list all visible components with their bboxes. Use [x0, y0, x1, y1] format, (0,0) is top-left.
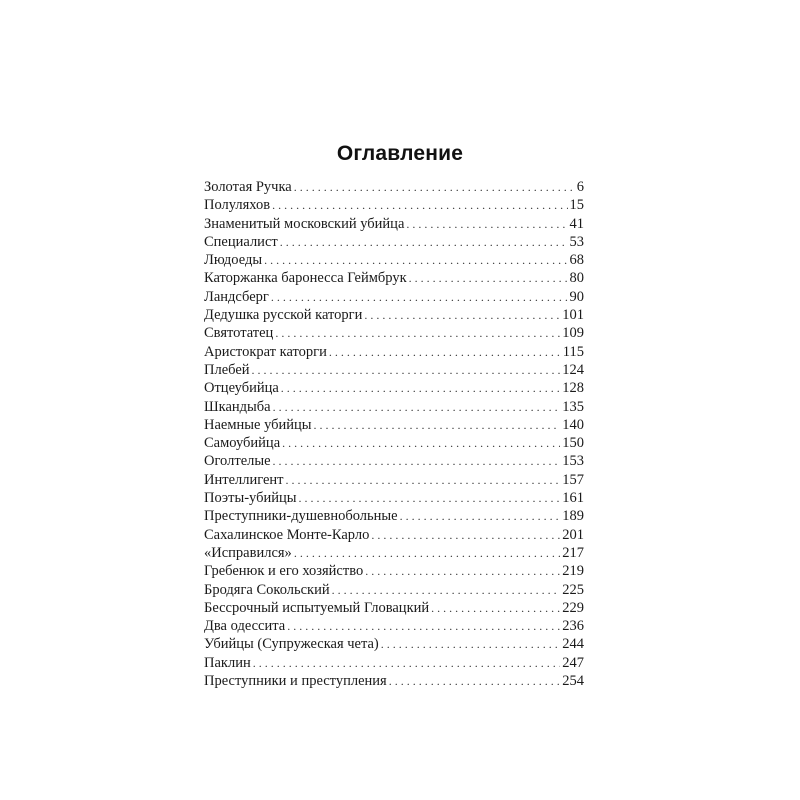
toc-dot-leader: [273, 452, 561, 470]
toc-entry-title: Два одессита: [204, 618, 286, 635]
toc-entry: [204, 471, 584, 489]
toc-dot-leader: [431, 599, 560, 617]
toc-entry-page-number: 254: [562, 673, 584, 690]
toc-entry: [204, 251, 584, 269]
toc-entry: [204, 635, 584, 653]
toc-dot-leader: [253, 654, 561, 672]
toc-entry-title: Интеллигент: [204, 471, 284, 488]
toc-entry-page-number: 244: [562, 636, 584, 653]
toc-entry-page-number: 189: [562, 508, 584, 525]
toc-entry-page-number: 150: [562, 435, 584, 452]
toc-entry-page-number: 109: [562, 325, 584, 342]
toc-dot-leader: [286, 471, 561, 489]
toc-entry-title: Наемные убийцы: [204, 416, 312, 433]
toc-entry-page-number: 247: [562, 654, 584, 671]
toc-entry-page-number: 201: [562, 526, 584, 543]
toc-entry-page-number: 140: [562, 416, 584, 433]
toc-entry: [204, 178, 584, 196]
toc-entry: [204, 196, 584, 214]
toc-entry: [204, 416, 584, 434]
toc-entry: [204, 452, 584, 470]
toc-entry-title: Бессрочный испытуемый Гловацкий: [204, 599, 430, 616]
toc-entry-page-number: 229: [562, 599, 584, 616]
toc-entry-page-number: 68: [569, 252, 584, 269]
toc-entry: [204, 361, 584, 379]
toc-dot-leader: [282, 434, 560, 452]
toc-entry-page-number: 135: [562, 398, 584, 415]
toc-entry-page-number: 15: [569, 197, 584, 214]
toc-entry-title: Преступники и преступления: [204, 673, 387, 690]
toc-dot-leader: [264, 251, 567, 269]
toc-dot-leader: [371, 526, 560, 544]
toc-dot-leader: [294, 178, 575, 196]
toc-dot-leader: [332, 581, 561, 599]
toc-dot-leader: [400, 507, 561, 525]
toc-entry-page-number: 225: [562, 581, 584, 598]
toc-entry: [204, 434, 584, 452]
toc-entry: [204, 581, 584, 599]
toc-entry-page-number: 115: [562, 343, 584, 360]
toc-entry-page-number: 90: [569, 288, 584, 305]
toc-entry-page-number: 219: [562, 563, 584, 580]
toc-entry-title: Людоеды: [204, 252, 263, 269]
toc-entry-page-number: 41: [569, 215, 584, 232]
toc-entry: [204, 306, 584, 324]
toc-entry-title: Золотая Ручка: [204, 179, 292, 195]
toc-entry-title: Каторжанка баронесса Геймбрук: [204, 270, 407, 287]
toc-entry-title: Оголтелые: [204, 453, 271, 470]
toc-dot-leader: [314, 416, 561, 434]
toc-dot-leader: [381, 635, 560, 653]
toc-entry-title: Ландсберг: [204, 288, 269, 305]
toc-dot-leader: [273, 398, 561, 416]
toc-entry-title: Гребенюк и его хозяйство: [204, 563, 364, 580]
toc-dot-leader: [252, 361, 561, 379]
toc-entry-title: Поэты-убийцы: [204, 490, 297, 507]
toc-entry: [204, 562, 584, 580]
toc-entry: [204, 617, 584, 635]
toc-list: [204, 178, 584, 690]
toc-entry: [204, 233, 584, 251]
toc-entry: [204, 269, 584, 287]
toc-entry: [204, 654, 584, 672]
toc-entry: [204, 398, 584, 416]
toc-entry: [204, 324, 584, 342]
toc-entry-title: «Исправился»: [204, 544, 292, 561]
toc-title: Оглавление: [336, 142, 464, 165]
toc-entry-title: Убийцы (Супружеская чета): [204, 636, 379, 653]
toc-entry-page-number: 161: [562, 490, 584, 507]
toc-dot-leader: [364, 306, 560, 324]
toc-entry-title: Специалист: [204, 233, 278, 250]
toc-dot-leader: [294, 544, 560, 562]
toc-dot-leader: [299, 489, 561, 507]
toc-entry-page-number: 124: [562, 361, 584, 378]
toc-entry: [204, 215, 584, 233]
toc-entry-page-number: 101: [562, 307, 584, 324]
toc-entry-page-number: 157: [562, 471, 584, 488]
toc-entry-page-number: 128: [562, 380, 584, 397]
toc-entry-title: Знаменитый московский убийца: [204, 215, 405, 232]
toc-entry: [204, 507, 584, 525]
toc-entry: [204, 489, 584, 507]
toc-dot-leader: [272, 196, 567, 214]
toc-entry-title: Паклин: [204, 654, 251, 671]
toc-entry: [204, 672, 584, 690]
toc-entry-title: Отцеубийца: [204, 380, 279, 397]
toc-entry-title: Самоубийца: [204, 435, 281, 452]
toc-entry-page-number: 53: [569, 233, 584, 250]
toc-entry: [204, 343, 584, 361]
toc-entry-page-number: 217: [562, 544, 584, 561]
toc-dot-leader: [389, 672, 561, 690]
toc-entry-title: Преступники-душевнобольные: [204, 508, 398, 525]
toc-dot-leader: [271, 288, 568, 306]
toc-entry-title: Аристократ каторги: [204, 343, 327, 360]
toc-entry: [204, 544, 584, 562]
toc-entry-title: Полуляхов: [204, 197, 271, 214]
toc-dot-leader: [409, 269, 568, 287]
toc-entry-title: Шкандыба: [204, 398, 271, 415]
toc-dot-leader: [329, 343, 561, 361]
toc-entry: [204, 526, 584, 544]
toc-dot-leader: [280, 233, 568, 251]
toc-entry-title: Плебей: [204, 361, 250, 378]
toc-dot-leader: [406, 215, 567, 233]
toc-entry-page-number: 6: [576, 179, 584, 195]
toc-entry-title: Дедушка русской каторги: [204, 307, 363, 324]
toc-entry-title: Бродяга Сокольский: [204, 581, 330, 598]
toc-entry-page-number: 153: [562, 453, 584, 470]
toc-entry-page-number: 236: [562, 618, 584, 635]
toc-entry-title: Сахалинское Монте-Карло: [204, 526, 370, 543]
toc-entry-title: Святотатец: [204, 325, 274, 342]
toc-entry: [204, 599, 584, 617]
toc-entry-page-number: 80: [569, 270, 584, 287]
toc-entry: [204, 288, 584, 306]
toc-entry: [204, 379, 584, 397]
toc-dot-leader: [281, 379, 560, 397]
toc-dot-leader: [365, 562, 560, 580]
toc-dot-leader: [287, 617, 560, 635]
toc-dot-leader: [275, 324, 560, 342]
